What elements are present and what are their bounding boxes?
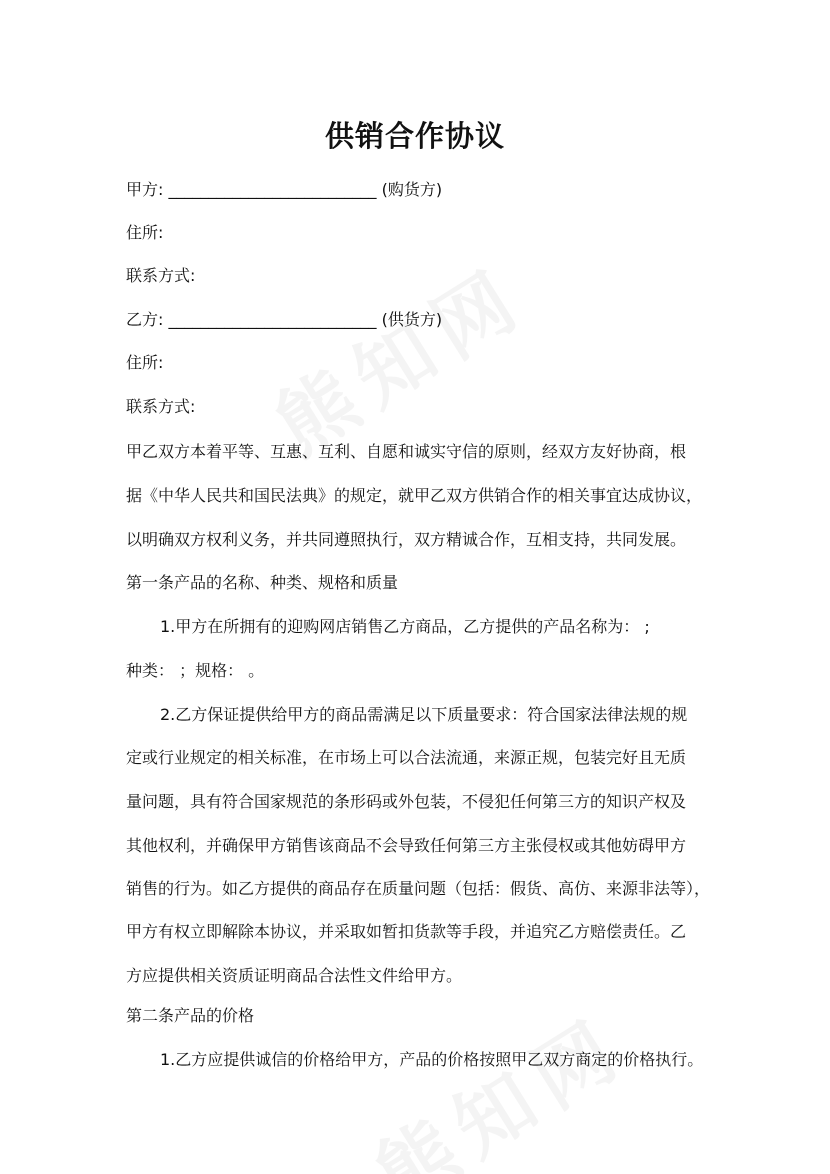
- article-1-item-2-line: 甲方有权立即解除本协议，并采取如暂扣货款等手段，并追究乙方赔偿责任。乙: [126, 922, 687, 941]
- party-b-line: [126, 310, 442, 330]
- article-1-title: 第一条产品的名称、种类、规格和质量: [126, 573, 399, 592]
- document-title: 供销合作协议: [324, 119, 505, 153]
- party-b-role: (供货方): [381, 310, 443, 329]
- contact-a: 联系方式:: [126, 266, 196, 285]
- contact-b: 联系方式:: [126, 397, 196, 416]
- article-1-item-1-line-2: 种类： ；规格： 。: [126, 661, 265, 680]
- article-1-item-2-line: 量问题，具有符合国家规范的条形码或外包装，不侵犯任何第三方的知识产权及: [126, 792, 687, 811]
- watermark: [251, 235, 544, 476]
- article-2-title: 第二条产品的价格: [126, 1006, 255, 1025]
- article-1-item-2-line: 2.乙方保证提供给甲方的商品需满足以下质量要求：符合国家法律法规的规: [160, 705, 688, 724]
- address-b: 住所:: [126, 353, 164, 372]
- intro-line: 据《中华人民共和国民法典》的规定，就甲乙双方供销合作的相关事宜达成协议，: [126, 486, 703, 505]
- address-a: 住所:: [126, 223, 164, 242]
- article-1-item-2-line: 定或行业规定的相关标准，在市场上可以合法流通，来源正规，包装完好且无质: [126, 748, 687, 767]
- party-a-role: (购货方): [381, 180, 443, 199]
- party-a-label: 甲方:: [126, 180, 164, 199]
- party-a-line: [126, 180, 442, 200]
- party-b-blank: __________________________: [168, 310, 377, 329]
- intro-line: 甲乙双方本着平等、互惠、互利、自愿和诚实守信的原则，经双方友好协商，根: [126, 442, 687, 461]
- party-a-blank: __________________________: [168, 180, 377, 199]
- party-b-label: 乙方:: [126, 310, 164, 329]
- intro-line: 以明确双方权利义务，并共同遵照执行，双方精诚合作，互相支持，共同发展。: [126, 530, 687, 549]
- article-1-item-1-line-1: 1.甲方在所拥有的迎购网店销售乙方商品，乙方提供的产品名称为： ;: [160, 617, 650, 636]
- article-2-item-1: 1.乙方应提供诚信的价格给甲方，产品的价格按照甲乙双方商定的价格执行。: [160, 1050, 704, 1069]
- watermark-lower: [351, 985, 644, 1174]
- article-1-item-2-line: 销售的行为。如乙方提供的商品存在质量问题（包括：假货、高仿、来源非法等），: [126, 879, 711, 898]
- article-1-item-2-line: 其他权利，并确保甲方销售该商品不会导致任何第三方主张侵权或其他妨碍甲方: [126, 836, 687, 855]
- article-1-item-2-line: 方应提供相关资质证明商品合法性文件给甲方。: [126, 966, 463, 985]
